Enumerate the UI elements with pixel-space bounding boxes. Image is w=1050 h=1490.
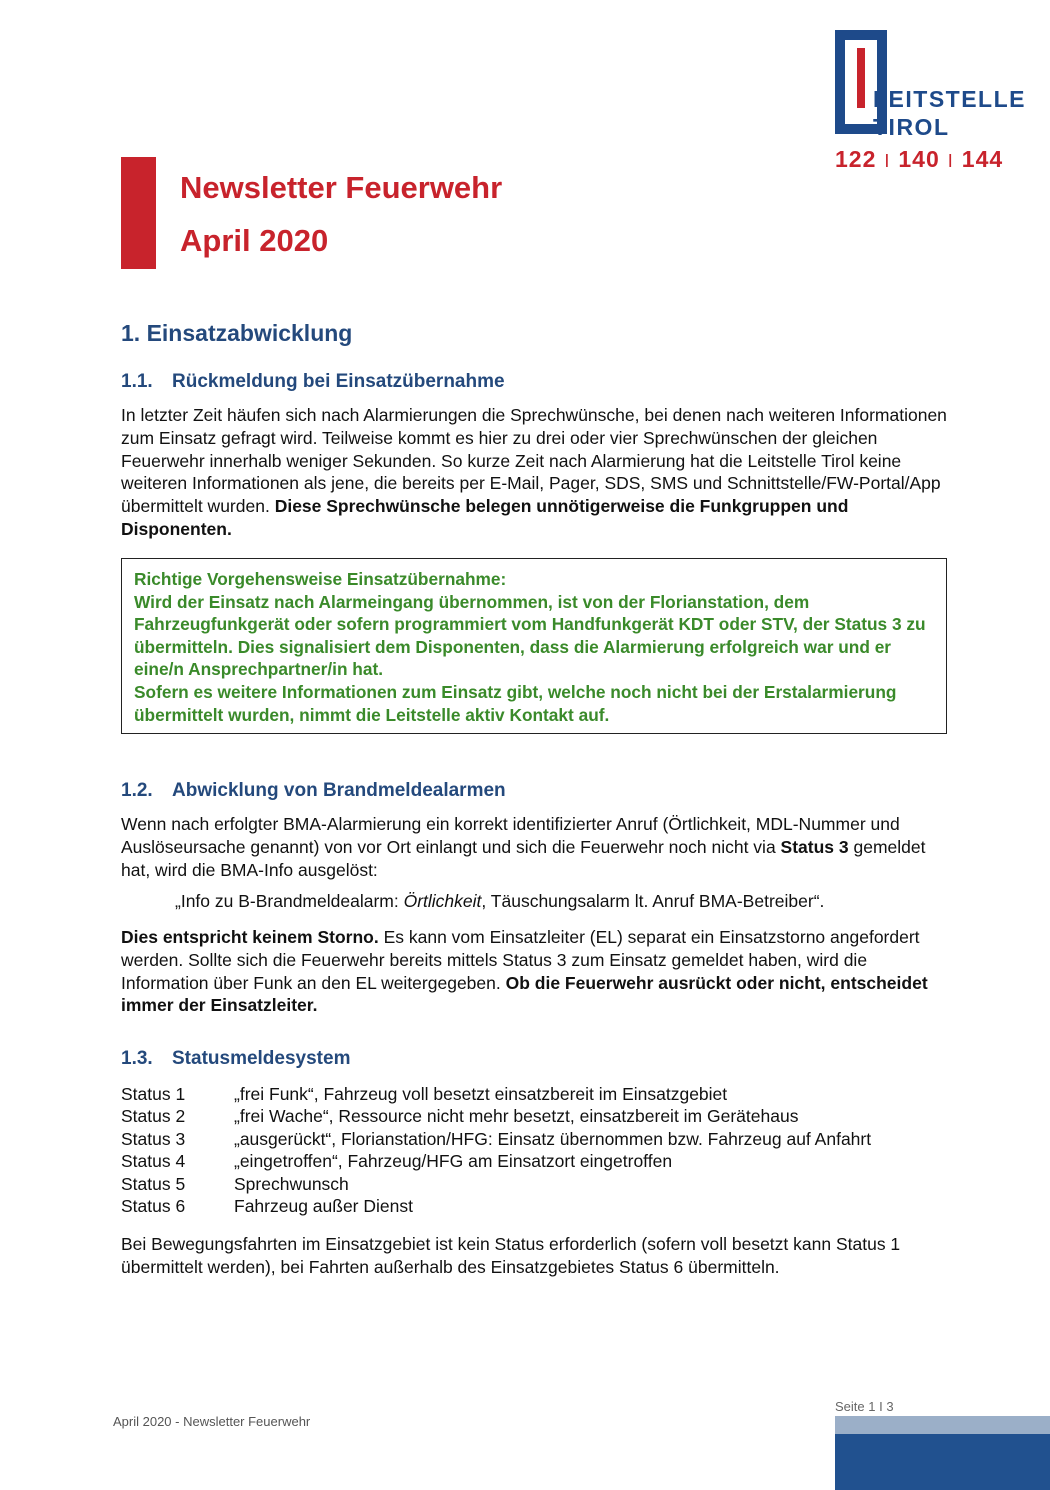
- logo-line1: LEITSTELLE: [873, 86, 1026, 112]
- footer-bar-dark: [835, 1434, 1050, 1490]
- status-desc: „frei Wache“, Ressource nicht mehr besetzt, einsatzbereit im Gerätehaus: [234, 1106, 799, 1126]
- page-label: Seite: [835, 1399, 865, 1414]
- paragraph-bold: Status 3: [780, 836, 849, 857]
- paragraph-bold: Diese Sprechwünsche belegen unnötigerweise die Funkgruppen und Disponenten.: [121, 496, 849, 539]
- subsection-title: Statusmeldesystem: [172, 1048, 351, 1069]
- status-label: Status 6: [121, 1196, 186, 1216]
- page-number: [835, 1399, 894, 1414]
- subsection-title: Rückmeldung bei Einsatzübernahme: [172, 371, 505, 392]
- logo-number-140: 140: [898, 146, 940, 172]
- paragraph-1-3: Bei Bewegungsfahrten im Einsatzgebiet ist kein Status erforderlich (sofern voll besetzt kann Status 1 übermittelt werden), bei Fahrten außerhalb des Einsatzgebietes Status 6 übermitteln.: [121, 1234, 901, 1277]
- page-subtitle: April 2020: [180, 223, 329, 258]
- status-label: Status 2: [121, 1106, 186, 1126]
- subsection-number: 1.2.: [121, 780, 153, 801]
- subsection-heading-1-3: [121, 1048, 350, 1070]
- status-row: [121, 1173, 349, 1195]
- logo-sep: I: [884, 151, 891, 171]
- status-row: [121, 1105, 798, 1127]
- subsection-number: 1.1.: [121, 371, 153, 392]
- quote-italic: Örtlichkeit: [403, 891, 482, 911]
- logo-sep: I: [947, 151, 954, 171]
- quote-text: „Info zu B-Brandmeldealarm:: [175, 891, 404, 911]
- status-label: Status 4: [121, 1151, 186, 1171]
- footer-text: April 2020 - Newsletter Feuerwehr: [113, 1414, 311, 1429]
- paragraph-text: gemeldet hat, wird die BMA-Info ausgelöst:: [121, 836, 926, 880]
- page-sep: I: [879, 1399, 883, 1414]
- bma-info-quote: [175, 891, 824, 912]
- page-total: 3: [886, 1399, 894, 1414]
- page-title: Newsletter Feuerwehr: [180, 170, 503, 205]
- logo-line2: TIROL: [873, 114, 950, 140]
- paragraph-bold: Dies entspricht keinem Storno.: [121, 927, 379, 947]
- paragraph-text: Wenn nach erfolgter BMA-Alarmierung ein korrekt identifizierter Anruf (Örtlichkeit, MDL-Nummer und Auslöseursache genannt) von vor Ort einlangt und sich die Feuerwehr noch nicht via: [121, 814, 900, 857]
- status-row: [121, 1195, 413, 1217]
- status-label: Status 3: [121, 1129, 186, 1149]
- section-number: 1.: [121, 320, 141, 346]
- subsection-heading-1-2: [121, 780, 506, 802]
- logo-number-144: 144: [961, 146, 1004, 172]
- status-row: [121, 1150, 672, 1172]
- status-label: Status 1: [121, 1084, 186, 1104]
- title-accent-bar: [121, 157, 156, 269]
- status-desc: „eingetroffen“, Fahrzeug/HFG am Einsatzort eingetroffen: [234, 1151, 673, 1171]
- subsection-title: Abwicklung von Brandmeldealarmen: [172, 780, 506, 801]
- subsection-number: 1.3.: [121, 1048, 153, 1069]
- paragraph-1-2a: [121, 813, 956, 881]
- leitstelle-tirol-logo: [835, 30, 1025, 170]
- paragraph-bold: Ob die Feuerwehr ausrückt oder nicht, entscheidet immer der Einsatzleiter.: [121, 972, 928, 1016]
- section-heading: [121, 320, 352, 347]
- paragraph-text: In letzter Zeit häufen sich nach Alarmierungen die Sprechwünsche, bei denen nach weiteren Informationen zum Einsatz gefragt wird. Teilweise kommt es hier zu drei oder vier Sprechwünschen der gleichen Feuerwehr innerhalb weniger Sekunden. So kurze Zeit nach Alarmierung hat die Leitstelle Tirol keine weiteren Informationen als jene, die bereits per E-Mail, Pager, SDS, SMS und Schnittstelle/FW-Portal/App übermittelt wurden.: [121, 405, 947, 517]
- info-box-title: Richtige Vorgehensweise Einsatzübernahme:: [134, 569, 507, 589]
- footer-bar-light: [835, 1416, 1050, 1434]
- section-title: Einsatzabwicklung: [146, 320, 353, 346]
- info-box-text-2: Sofern es weitere Informationen zum Einsatz gibt, welche noch nicht bei der Erstalarmierung übermittelt wurden, nimmt die Leitstelle aktiv Kontakt auf.: [134, 681, 897, 725]
- quote-text: , Täuschungsalarm lt. Anruf BMA-Betreiber“.: [481, 891, 825, 911]
- status-row: [121, 1128, 871, 1150]
- status-desc: Sprechwunsch: [234, 1174, 349, 1194]
- subsection-heading-1-1: [121, 371, 505, 393]
- status-row: [121, 1083, 727, 1105]
- paragraph-1-2b: [121, 926, 956, 1017]
- page-current: 1: [868, 1399, 876, 1414]
- info-box: [121, 558, 947, 734]
- logo-numbers: [835, 146, 1003, 173]
- paragraph-1-1: [121, 404, 956, 541]
- status-desc: Fahrzeug außer Dienst: [234, 1196, 413, 1216]
- status-desc: „ausgerückt“, Florianstation/HFG: Einsatz übernommen bzw. Fahrzeug auf Anfahrt: [234, 1129, 872, 1149]
- status-label: Status 5: [121, 1174, 186, 1194]
- paragraph-text: Es kann vom Einsatzleiter (EL) separat ein Einsatzstorno angefordert werden. Sollte sich die Feuerwehr bereits mittels Status 3 zum Einsatz gemeldet haben, wird die Information über Funk an den EL weitergegeben.: [121, 927, 920, 993]
- status-desc: „frei Funk“, Fahrzeug voll besetzt einsatzbereit im Einsatzgebiet: [234, 1084, 728, 1104]
- info-box-text: Wird der Einsatz nach Alarmeingang übernommen, ist von der Florianstation, dem Fahrzeugfunkgerät oder sofern programmiert vom Handfunkgerät KDT oder STV, der Status 3 zu übermitteln. Dies signalisiert dem Disponenten, dass die Alarmierung erfolgreich war und er eine/n Ansprechpartner/in hat.: [134, 591, 926, 680]
- logo-number-122: 122: [835, 146, 877, 172]
